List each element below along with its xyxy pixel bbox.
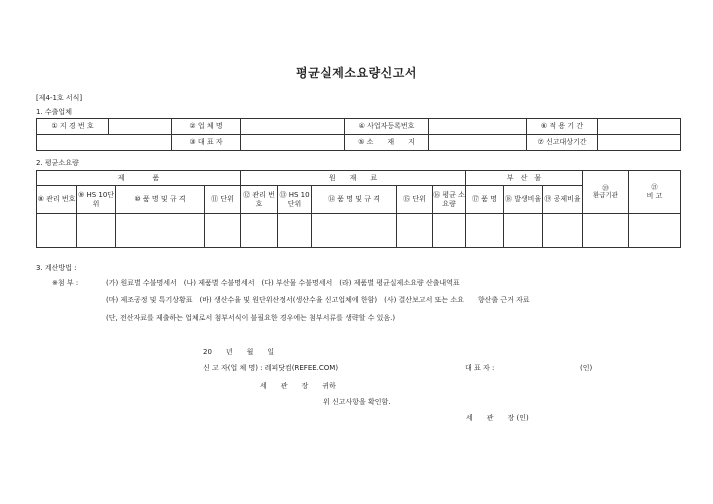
export-company-table [36, 118, 681, 151]
col-material-unit: ⑮ 단위 [397, 186, 433, 214]
note-header [629, 171, 681, 214]
data-cell[interactable] [629, 214, 681, 248]
data-cell[interactable] [466, 214, 504, 248]
agency-label: ⑦ 신고대상기간 [527, 135, 598, 151]
section2-title: 2. 평균소요량 [36, 159, 79, 167]
applicant-line: 신 고 자(업 체 명) : 레피닷컴(REFEE.COM) [203, 364, 339, 372]
attachment-label: ※첨 부 : [52, 279, 79, 287]
data-cell[interactable] [433, 214, 466, 248]
col-average-usage: ⑯ 평균 소요량 [433, 186, 466, 214]
note-number-icon: ㉑ [651, 183, 658, 192]
data-cell[interactable] [504, 214, 543, 248]
period-label: ⑥ 적 용 기 간 [527, 119, 598, 135]
byproduct-group-header: 부 산 물 [466, 171, 583, 186]
export-no-value[interactable] [109, 119, 172, 135]
address-label: ⑤ 소 재 지 [345, 135, 429, 151]
col-material-name: ⑭ 품 명 및 규 격 [312, 186, 397, 214]
attachment-line-3: (단, 전산자료를 제출하는 업체로서 첨부서식이 불필요한 경우에는 첨부서류를 생략할 수 있음.) [106, 314, 396, 322]
export-no-label: ① 지 경 번 호 [37, 119, 109, 135]
data-cell[interactable] [77, 214, 116, 248]
section1-title: 1. 수출업체 [36, 108, 72, 116]
refund-agency-header [583, 171, 629, 214]
average-usage-table [36, 170, 681, 248]
col-product-unit: ⑪ 단위 [205, 186, 241, 214]
confirmation-text: 위 신고사항을 확인함. [323, 398, 391, 406]
data-cell[interactable] [278, 214, 312, 248]
attachment-line-1: (가) 원료별 수불명세서 (나) 제품별 수불명세서 (다) 부산물 수불명세서 (라) 제품별 평균실제소요량 산출내역표 [106, 279, 460, 287]
note-label: 비 고 [646, 191, 663, 200]
biz-no-value[interactable] [429, 119, 527, 135]
section3-title: 3. 계산방법 : [36, 264, 77, 272]
col-material-mgmt-no: ⑫ 관리 번호 [241, 186, 278, 214]
date-line: 20 년 월 일 [203, 348, 275, 356]
col-product-hs: ⑨ HS 10단위 [77, 186, 116, 214]
representative-label: 대 표 자 : [465, 364, 495, 372]
customs-addressee: 세 관 장 귀하 [260, 382, 336, 390]
attachment-line-2: (마) 제조공정 및 특기상황표 (바) 생산수율 및 원단위산정서(생산수율 신고업체에 한함) (사) 결산보고서 또는 소요 향산출 근거 자료 [106, 296, 530, 304]
data-cell[interactable] [116, 214, 205, 248]
ceo-label: ③ 대 표 자 [172, 135, 241, 151]
data-cell[interactable] [37, 214, 77, 248]
ceo-value[interactable] [241, 135, 345, 151]
col-material-hs: ⑬ HS 10단위 [278, 186, 312, 214]
data-cell[interactable] [205, 214, 241, 248]
data-cell[interactable] [397, 214, 433, 248]
page-title: 평균실제소요량신고서 [296, 66, 417, 80]
col-occurrence-rate: ⑱ 발생비율 [504, 186, 543, 214]
product-group-header: 제 품 [37, 171, 241, 186]
company-name-value[interactable] [241, 119, 345, 135]
seal-mark: (인) [580, 364, 593, 372]
col-product-mgmt-no: ⑧ 관리 번호 [37, 186, 77, 214]
col-product-name: ⑩ 품 명 및 규 격 [116, 186, 205, 214]
material-group-header: 원 재 료 [241, 171, 466, 186]
period-value[interactable] [598, 119, 681, 135]
data-cell[interactable] [583, 214, 629, 248]
col-deduction-rate: ⑲ 공제비율 [543, 186, 583, 214]
biz-no-label: ④ 사업자등록번호 [345, 119, 429, 135]
company-name-label: ② 업 체 명 [172, 119, 241, 135]
agency-value[interactable] [598, 135, 681, 151]
form-number: [제4-1호 서식] [36, 94, 83, 102]
data-cell[interactable] [312, 214, 397, 248]
refund-number-icon: ⑳ [602, 183, 609, 192]
data-cell[interactable] [543, 214, 583, 248]
address-value[interactable] [429, 135, 527, 151]
refund-agency-label: 환급기관 [592, 191, 619, 199]
empty-cell [37, 135, 172, 151]
customs-seal: 세 관 장 (인) [466, 414, 529, 422]
data-cell[interactable] [241, 214, 278, 248]
col-byproduct-name: ⑰ 품 명 [466, 186, 504, 214]
